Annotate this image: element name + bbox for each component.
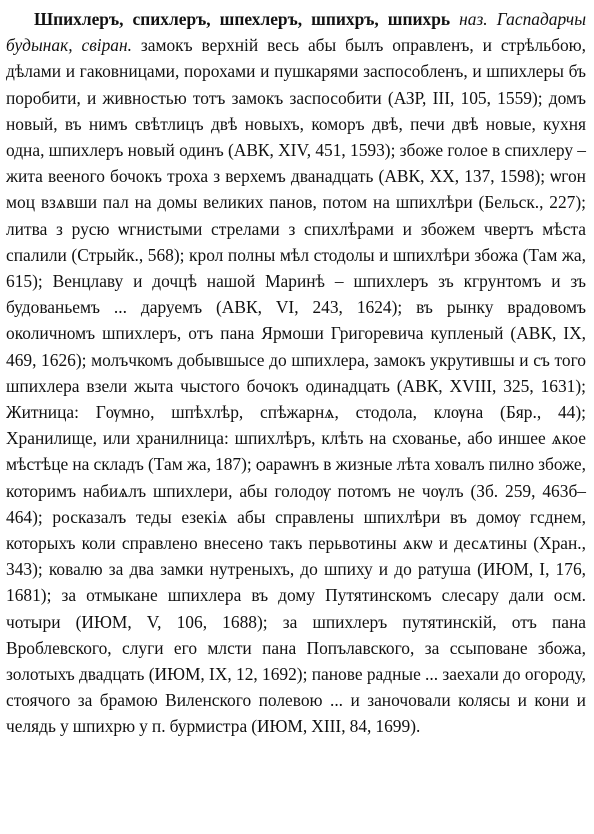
- entry-gloss: наз. Гаспадарчы будынак, свіран.: [6, 9, 586, 56]
- entry-headword: Шпихлеръ, спихлеръ, шпехлеръ, шпихръ, шпихрь: [34, 9, 451, 29]
- entry-body: замокъ верхній весь абы былъ оправленъ, и стрѣльбою, дѣлами и гаковницами, порохами и пушкарями заспособленъ, и шпихлеры бъ поробити, и живностью тотъ замокъ заспособити (АЗР, III, 105, 1559); домъ новый, въ нимъ свѣтлицъ двѣ новыхъ, коморъ двѣ, печи двѣ новые, кухня одна, шпихлеръ новый одинъ (АВК, XIV, 451, 1593); збоже голое в спихлеру – жита веeного бочокъ троха з верхемъ дванадцать (АВК, XX, 137, 1598); ѡгон моц взѧвши пал на домы великих панов, потом на шпихлѣри (Бельск., 227); литва з русю ѡгнистыми стрелами з спихлѣрами и збожем чвертъ мѣста спалили (Стрыйк., 568); крол полны мѣл стодолы и шпихлѣри збожа (Там жа, 615); Венцлаву и дочцѣ нашой Маринѣ – шпихлеръ зъ кгрунтомъ и зъ будованьемъ ... даруемъ (АВК, VI, 243, 1624); въ рынку врадовомъ околичномъ шпихлеръ, отъ пана Ярмоши Григоревича купленый (АВК, IX, 469, 1626); молъчкомъ добывшысе до шпихлера, замокъ укрутившы и съ того шпихлера взели жыта чыстого бочокъ одинадцать (АВК, XVIII, 325, 1631); Житница: Гѹмно, шпѣхлѣр, спѣжарнѧ, стодола, клѹна (Бяр., 44); Хранилище, или хранилница: шпихлѣръ, клѣть на схованье, або иншее ѧкое мѣстѣце на складъ (Там жа, 187); ѻараѡнъ в жизные лѣта ховалъ пилно збоже, которимъ набиѧлъ шпихлери, абы голодѹ потомъ не чѹлъ (Зб. 259, 463б–464); росказалъ теды езекіѧ абы справлены шпихлѣри въ домѹ гсднем, которыхъ коли справлено внесено такъ перьвотины ѧкѡ и десѧтины (Хран., 343); ковалю за два замки нутреныхъ, до шпиху и до ратуша (ИЮМ, I, 176, 1681); за отмыкане шпихлера въ дому Путятинскомъ слесару дали осм. чотыри (ИЮМ, V, 106, 1688); за шпихлеръ путятинскій, отъ пана Вроблевского, слуги его млсти пана Попълавского, за ссыповане збожа, золотыхъ двадцать (ИЮМ, IX, 12, 1692); панове радные ... заехали до огороду, стоячого за брамою Виленского полевою ... и заночовали колясы и кони и челядь у шпихрю у п. бурмистра (ИЮМ, XIII, 84, 1699).: [6, 35, 586, 737]
- dictionary-entry: [6, 6, 586, 740]
